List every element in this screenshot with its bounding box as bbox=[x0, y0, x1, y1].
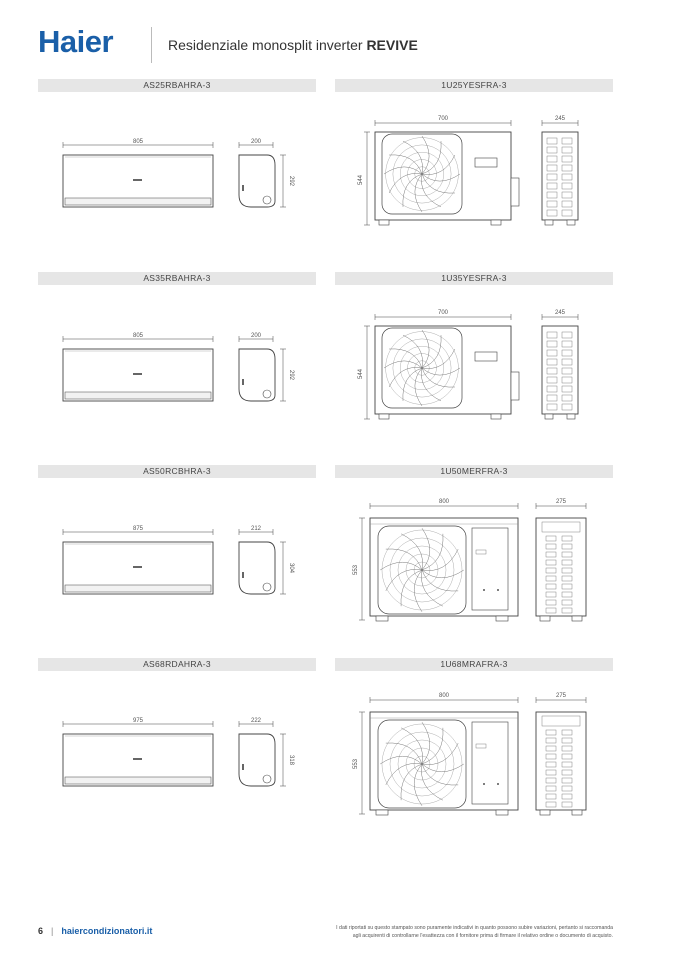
outdoor-model-label: 1U68MRAFRA-3 bbox=[335, 658, 613, 671]
outdoor-width-dim: 700 bbox=[437, 116, 449, 122]
outdoor-width-dim: 800 bbox=[438, 499, 450, 505]
indoor-model-label: AS50RCBHRA-3 bbox=[38, 465, 316, 478]
outdoor-width-dim: 800 bbox=[438, 693, 450, 699]
outdoor-model-label: 1U35YESFRA-3 bbox=[335, 272, 613, 285]
outdoor-height-dim: 553 bbox=[353, 564, 359, 576]
logo-divider bbox=[151, 27, 152, 63]
outdoor-height-dim: 544 bbox=[358, 174, 364, 186]
indoor-width-dim: 975 bbox=[132, 718, 144, 724]
outdoor-unit-drawing bbox=[355, 110, 625, 240]
outdoor-depth-dim: 245 bbox=[554, 116, 566, 122]
outdoor-unit-drawing bbox=[352, 494, 622, 634]
outdoor-unit-drawing bbox=[352, 688, 622, 828]
indoor-depth-dim: 200 bbox=[250, 139, 262, 145]
indoor-unit-drawing bbox=[55, 329, 295, 414]
outdoor-width-dim: 700 bbox=[437, 310, 449, 316]
page-title: Residenziale monosplit inverter REVIVE bbox=[168, 37, 418, 53]
indoor-depth-dim: 212 bbox=[250, 526, 262, 532]
outdoor-height-dim: 553 bbox=[353, 758, 359, 770]
indoor-height-dim: 292 bbox=[288, 175, 294, 187]
indoor-unit-drawing bbox=[55, 714, 295, 799]
outdoor-unit-drawing bbox=[355, 304, 625, 434]
indoor-width-dim: 875 bbox=[132, 526, 144, 532]
indoor-model-label: AS25RBAHRA-3 bbox=[38, 79, 316, 92]
outdoor-height-dim: 544 bbox=[358, 368, 364, 380]
indoor-depth-dim: 222 bbox=[250, 718, 262, 724]
outdoor-model-label: 1U25YESFRA-3 bbox=[335, 79, 613, 92]
website-link[interactable]: haiercondizionatori.it bbox=[61, 926, 153, 936]
haier-logo: Haier bbox=[38, 24, 114, 59]
indoor-unit-drawing bbox=[55, 135, 295, 220]
outdoor-depth-dim: 275 bbox=[555, 693, 567, 699]
indoor-height-dim: 304 bbox=[288, 562, 294, 574]
indoor-model-label: AS35RBAHRA-3 bbox=[38, 272, 316, 285]
outdoor-depth-dim: 245 bbox=[554, 310, 566, 316]
indoor-height-dim: 318 bbox=[288, 754, 294, 766]
indoor-depth-dim: 200 bbox=[250, 333, 262, 339]
outdoor-model-label: 1U50MERFRA-3 bbox=[335, 465, 613, 478]
page-number: 6 bbox=[38, 926, 44, 936]
disclaimer: I dati riportati su questo stampato sono puramente indicativi in quanto possono subire variazioni, pertanto si raccomanda agli acquirenti di controllarne l'esattezza con il fornitore prima di firmare il relativo ordine o documento di acquisto. bbox=[336, 925, 613, 939]
indoor-unit-drawing bbox=[55, 522, 295, 607]
indoor-width-dim: 805 bbox=[132, 139, 144, 145]
footer: 6 | haiercondizionatori.it bbox=[38, 926, 153, 936]
indoor-width-dim: 805 bbox=[132, 333, 144, 339]
outdoor-depth-dim: 275 bbox=[555, 499, 567, 505]
indoor-model-label: AS68RDAHRA-3 bbox=[38, 658, 316, 671]
indoor-height-dim: 292 bbox=[288, 369, 294, 381]
